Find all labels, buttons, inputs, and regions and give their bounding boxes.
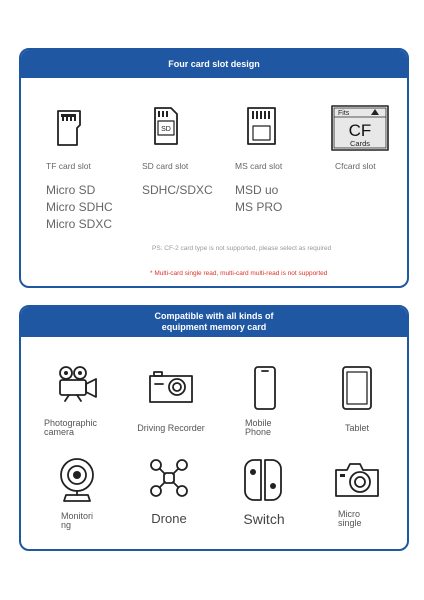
label-line: Mobile xyxy=(245,418,272,428)
label-line: ng xyxy=(61,520,72,530)
sd-card-icon xyxy=(151,106,181,146)
slot-label-tf: TF card slot xyxy=(46,161,91,171)
spec-item: Micro SDHC xyxy=(46,200,113,214)
device-label-micro-single xyxy=(338,510,378,528)
cf-card-icon xyxy=(331,105,389,151)
panel-title xyxy=(21,307,407,337)
drone-icon xyxy=(149,458,189,498)
slot-label-sd: SD card slot xyxy=(142,161,189,171)
mirrorless-camera-icon xyxy=(333,461,381,499)
tablet-icon xyxy=(341,365,373,411)
label-line: single xyxy=(338,518,362,528)
spec-list-ms xyxy=(235,182,282,216)
webcam-icon xyxy=(57,457,97,503)
label-line: Photographic xyxy=(44,418,98,428)
cf-cards-text: Cards xyxy=(349,139,371,148)
device-label-camera xyxy=(44,419,106,437)
label-line: Phone xyxy=(245,427,272,437)
panel-title-line2: equipment memory card xyxy=(161,322,267,332)
device-label-mobile-phone xyxy=(245,419,285,437)
label-line: Micro xyxy=(338,509,360,519)
mobile-phone-icon xyxy=(253,365,277,411)
note-unsupported-cf2: PS: CF-2 card type is not supported, please select as required xyxy=(152,245,332,252)
spec-item: MS PRO xyxy=(235,200,283,214)
panel-title: Four card slot design xyxy=(21,50,407,78)
spec-item: MSD uo xyxy=(235,183,279,197)
device-label-tablet: Tablet xyxy=(344,423,370,433)
spec-list-tf xyxy=(46,182,113,233)
label-line: camera xyxy=(44,427,75,437)
cf-main-text: CF xyxy=(348,121,372,140)
device-label-drone: Drone xyxy=(151,511,187,526)
panel-title-line1: Compatible with all kinds of xyxy=(154,311,274,321)
memory-stick-icon xyxy=(245,106,279,146)
device-label-monitoring xyxy=(61,512,101,530)
sd-icon-text: SD xyxy=(161,126,171,133)
game-console-icon xyxy=(242,458,284,502)
slot-label-ms: MS card slot xyxy=(235,161,283,171)
microsd-card-icon xyxy=(54,108,86,148)
cf-fits-text: Fits xyxy=(338,110,350,117)
spec-list-sd xyxy=(142,182,213,199)
note-multi-read: * Multi-card single read, multi-card multi-read is not supported xyxy=(150,270,328,277)
label-line: Monitori xyxy=(61,511,94,521)
movie-camera-icon xyxy=(56,364,100,402)
device-label-switch: Switch xyxy=(243,511,285,527)
device-label-driving-recorder: Driving Recorder xyxy=(137,423,205,433)
spec-item: SDHC/SDXC xyxy=(142,183,213,197)
card-slot-panel xyxy=(19,48,409,288)
spec-item: Micro SD xyxy=(46,183,96,197)
slot-label-cf: Cfcard slot xyxy=(335,161,376,171)
spec-item: Micro SDXC xyxy=(46,217,113,231)
compatible-devices-panel xyxy=(19,305,409,551)
dashcam-icon xyxy=(147,370,195,404)
